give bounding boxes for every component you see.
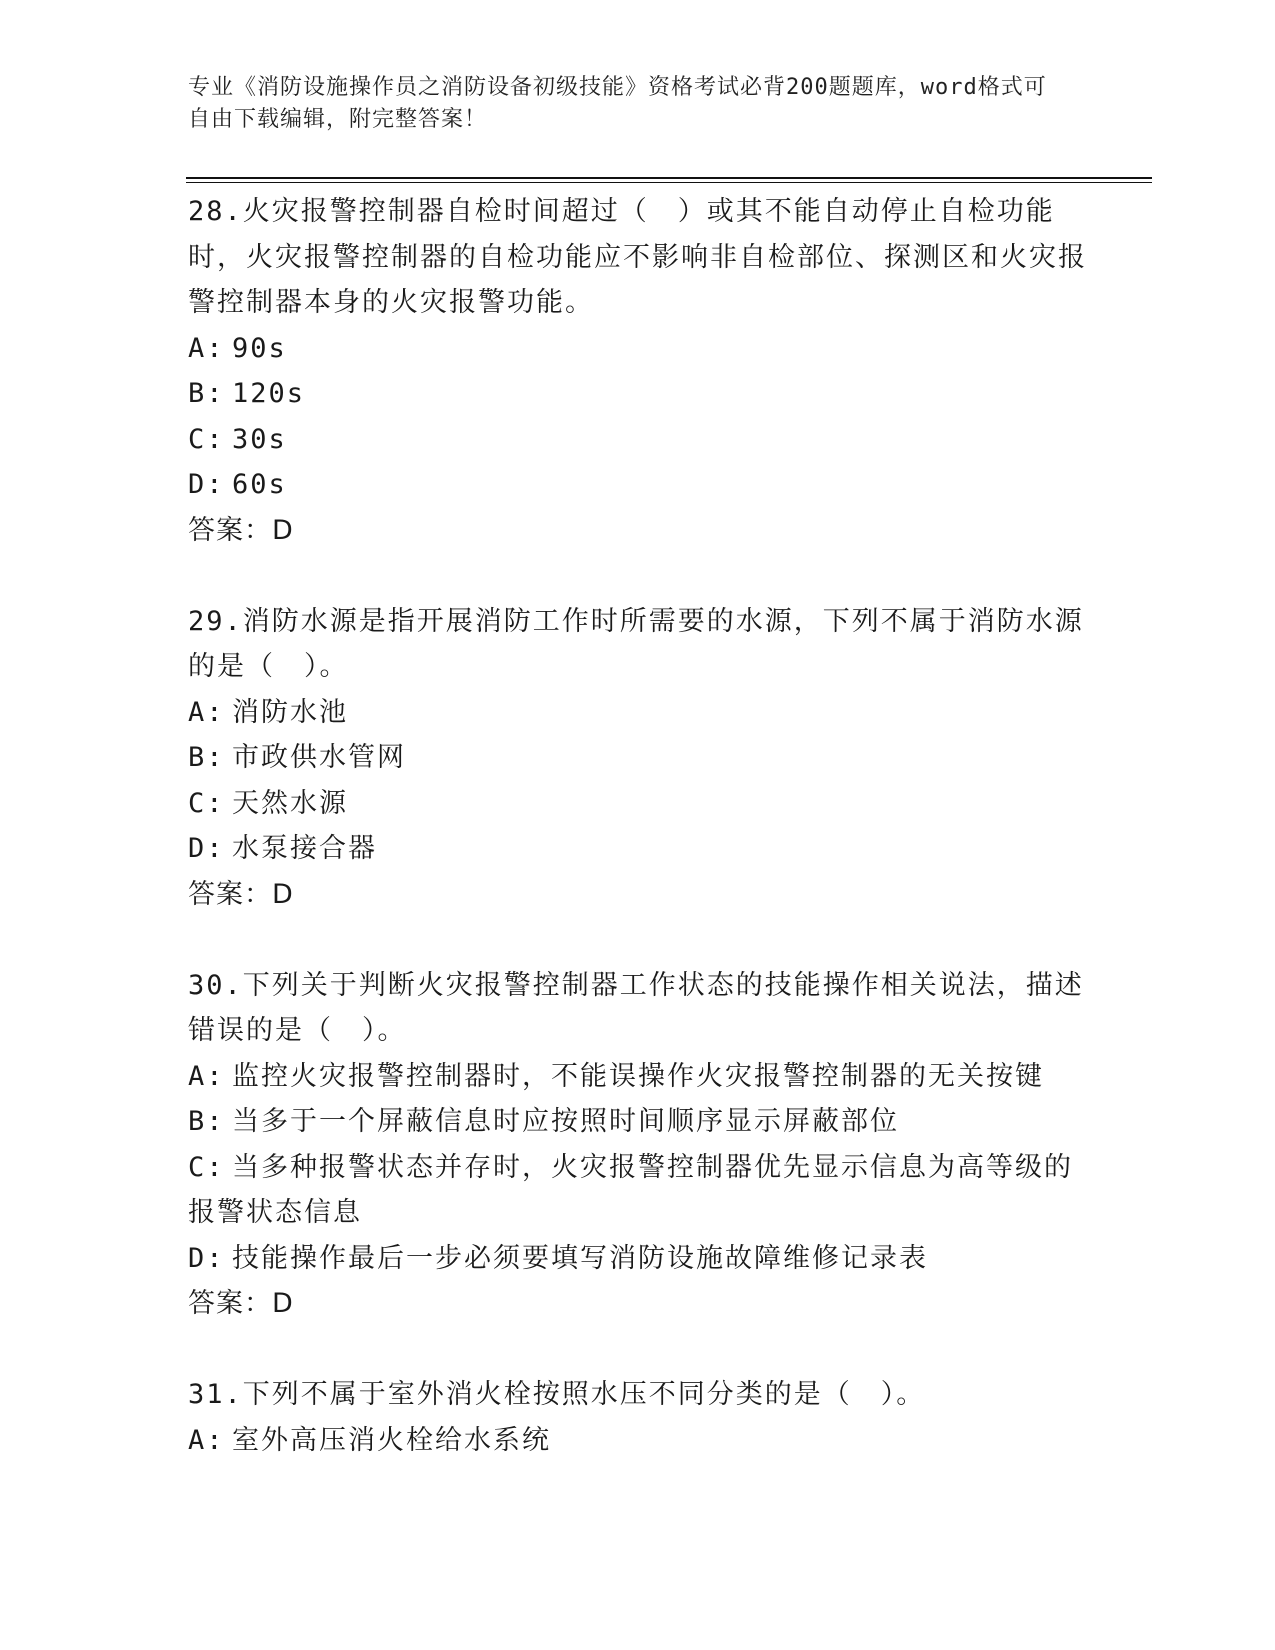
option-text: 当多于一个屏蔽信息时应按照时间顺序显示屏蔽部位 — [232, 1106, 899, 1137]
option-letter: A: — [188, 1424, 225, 1456]
option-letter: B: — [188, 1106, 225, 1137]
option-letter: D: — [188, 469, 225, 500]
answer-line: 答案：D — [188, 1288, 294, 1319]
option-letter: B: — [188, 742, 225, 773]
answer-line: 答案：D — [188, 878, 294, 910]
option-letter: C: — [188, 423, 225, 455]
option-text: 室外高压消火栓给水系统 — [232, 1424, 551, 1456]
question-stem: 30.下列关于判断火灾报警控制器工作状态的技能操作相关说法，描述错误的是（ ）。 — [188, 969, 1084, 1046]
option-c — [188, 1145, 1088, 1236]
option-b — [188, 1099, 1088, 1145]
option-letter: D: — [188, 1242, 225, 1274]
question-31 — [188, 1372, 1088, 1463]
option-c — [188, 417, 1088, 463]
option-text: 90s — [232, 332, 287, 364]
option-letter: B: — [188, 378, 225, 409]
option-text: 60s — [232, 469, 287, 500]
option-letter: A: — [188, 696, 225, 728]
option-b — [188, 735, 1088, 781]
question-30 — [188, 963, 1088, 1327]
option-b — [188, 371, 1088, 417]
option-letter: A: — [188, 1060, 225, 1092]
option-a — [188, 1054, 1088, 1100]
option-letter: C: — [188, 787, 225, 819]
question-list — [188, 189, 1088, 1463]
option-text: 30s — [232, 423, 287, 455]
question-stem: 31.下列不属于室外消火栓按照水压不同分类的是（ ）。 — [188, 1379, 926, 1410]
question-stem: 28.火灾报警控制器自检时间超过（ ）或其不能自动停止自检功能时，火灾报警控制器的自检功能应不影响非自检部位、探测区和火灾报警控制器本身的火灾报警功能。 — [188, 196, 1087, 318]
page-header: 专业《消防设施操作员之消防设备初级技能》资格考试必背200题题库，word格式可自由下载编辑，附完整答案！ — [188, 75, 1047, 132]
option-d — [188, 1236, 1088, 1282]
spacer — [188, 1327, 1088, 1373]
option-letter: A: — [188, 332, 225, 364]
question-stem: 29.消防水源是指开展消防工作时所需要的水源，下列不属于消防水源的是（ ）。 — [188, 605, 1084, 682]
option-text: 120s — [232, 378, 306, 409]
option-letter: D: — [188, 833, 225, 864]
spacer — [188, 553, 1088, 599]
option-a — [188, 1418, 1088, 1464]
option-c — [188, 781, 1088, 827]
option-text: 水泵接合器 — [232, 833, 377, 864]
option-text: 天然水源 — [232, 787, 348, 819]
question-28 — [188, 189, 1088, 553]
option-text: 当多种报警状态并存时，火灾报警控制器优先显示信息为高等级的报警状态信息 — [188, 1151, 1073, 1228]
option-text: 市政供水管网 — [232, 742, 406, 773]
option-text: 技能操作最后一步必须要填写消防设施故障维修记录表 — [232, 1242, 928, 1274]
header-divider-thick — [186, 177, 1152, 179]
option-a — [188, 690, 1088, 736]
option-letter: C: — [188, 1151, 225, 1183]
option-d — [188, 462, 1088, 508]
header-divider-thin — [186, 182, 1152, 183]
answer-line: 答案：D — [188, 514, 294, 546]
option-a — [188, 326, 1088, 372]
option-d — [188, 826, 1088, 872]
question-29 — [188, 599, 1088, 918]
option-text: 监控火灾报警控制器时，不能误操作火灾报警控制器的无关按键 — [232, 1060, 1044, 1092]
spacer — [188, 917, 1088, 963]
option-text: 消防水池 — [232, 696, 348, 728]
